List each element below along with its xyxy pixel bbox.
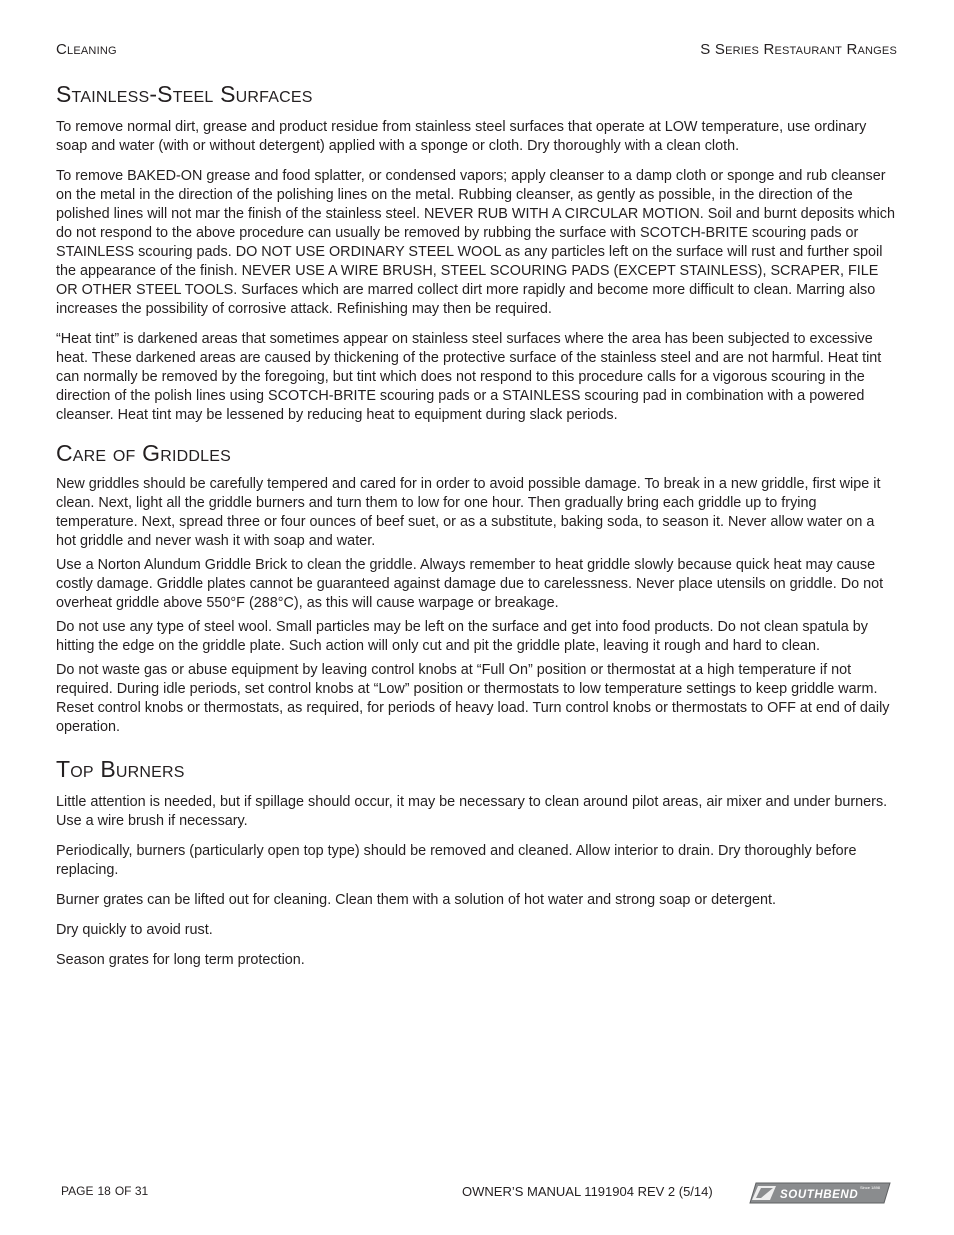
page-content: [56, 80, 898, 981]
section-title: Care of Griddles: [56, 440, 231, 466]
manual-reference: OWNER’S MANUAL 1191904 REV 2 (5/14): [462, 1184, 713, 1199]
paragraph: Periodically, burners (particularly open top type) should be removed and cleaned. Allow interior to drain. Dry thoroughly before replacing.: [56, 843, 857, 878]
paragraph: Season grates for long term protection.: [56, 952, 305, 968]
page-number-value: 18: [97, 1184, 111, 1198]
header-product-name: S Series Restaurant Ranges: [700, 41, 897, 58]
paragraph: New griddles should be carefully tempered and cared for in order to avoid possible damage. To break in a new griddle, first wipe it clean. Next, light all the griddle burners and turn them to low for one hour. Then gradually bring each griddle up to frying temperature. Next, spread three or four ounces of beef suet, or as a substitute, baking soda, to season it. Never allow water on a hot griddle and never wash it with soap and water.: [56, 476, 881, 549]
logo-since: Since 1898: [860, 1185, 881, 1190]
section-title: Stainless-Steel Surfaces: [56, 81, 313, 107]
paragraph: Do not use any type of steel wool. Small particles may be left on the surface and get into food products. Do not clean spatula by hitting the edge on the griddle plate. Such action will only cut and pit the griddle plate, leaving it rough and hard to clean.: [56, 619, 868, 654]
southbend-logo-icon: [748, 1182, 892, 1204]
section-top-burners: [56, 755, 898, 970]
header-section-name: Cleaning: [56, 41, 117, 58]
paragraph: Use a Norton Alundum Griddle Brick to clean the griddle. Always remember to heat griddle slowly because quick heat may cause costly damage. Griddle plates cannot be guaranteed against damage due to carelessness. Never place utensils on griddle. Do not overheat griddle above 550°F (288°C), as this will cause warpage or breakage.: [56, 557, 884, 611]
section-stainless-steel: [56, 80, 898, 425]
paragraph: To remove normal dirt, grease and product residue from stainless steel surfaces that operate at LOW temperature, use ordinary soap and water (with or without detergent) applied with a sponge or cloth. Dry thoroughly with a clean cloth.: [56, 119, 867, 154]
logo-wordmark: SOUTHBEND: [780, 1189, 859, 1201]
paragraph: Burner grates can be lifted out for cleaning. Clean them with a solution of hot water and strong soap or detergent.: [56, 892, 776, 908]
page-total: OF 31: [114, 1184, 149, 1198]
paragraph: Little attention is needed, but if spillage should occur, it may be necessary to clean around pilot areas, air mixer and under burners. Use a wire brush if necessary.: [56, 794, 888, 829]
section-title: Top Burners: [56, 756, 185, 782]
section-care-of-griddles: [56, 439, 898, 737]
paragraph: Dry quickly to avoid rust.: [56, 922, 213, 938]
page-label: PAGE: [61, 1184, 94, 1198]
page-number: [61, 1184, 148, 1198]
paragraph: To remove BAKED-ON grease and food splatter, or condensed vapors; apply cleanser to a damp cloth or sponge and rub cleanser on the metal in the direction of the polishing lines on the metal. Rubbing cleanser, as gently as possible, in the direction of the polished lines will not mar the finish of the stainless steel. NEVER RUB WITH A CIRCULAR MOTION. Soil and burnt deposits which do not respond to the above procedure can usually be removed by rubbing the surface with SCOTCH-BRITE scouring pads or STAINLESS scouring pads. DO NOT USE ORDINARY STEEL WOOL as any particles left on the surface will rust and further spoil the appearance of the finish. NEVER USE A WIRE BRUSH, STEEL SCOURING PADS (EXCEPT STAINLESS), SCRAPER, FILE OR OTHER STEEL TOOLS. Surfaces which are marred collect dirt more rapidly and become more difficult to clean. Marring also increases the possibility of corrosive attack. Refinishing may then be required.: [56, 168, 895, 317]
paragraph: “Heat tint” is darkened areas that sometimes appear on stainless steel surfaces where the area has been subjected to excessive heat. These darkened areas are caused by thickening of the protective surface of the stainless steel and are not harmful. Heat tint can normally be removed by the foregoing, but tint which does not respond to this procedure calls for a vigorous scouring in the direction of the polish lines using SCOTCH-BRITE scouring pads or a STAINLESS scouring pad in combination with a powered cleanser. Heat tint may be lessened by reducing heat to equipment during slack periods.: [56, 331, 882, 423]
paragraph: Do not waste gas or abuse equipment by leaving control knobs at “Full On” position or thermostat at a high temperature if not required. During idle periods, set control knobs at “Low” position or thermostats to low temperature settings to keep griddle warm. Reset control knobs or thermostats, as required, for periods of heavy load. Turn control knobs or thermostats to OFF at end of daily operation.: [56, 662, 890, 735]
running-header: [56, 40, 897, 60]
